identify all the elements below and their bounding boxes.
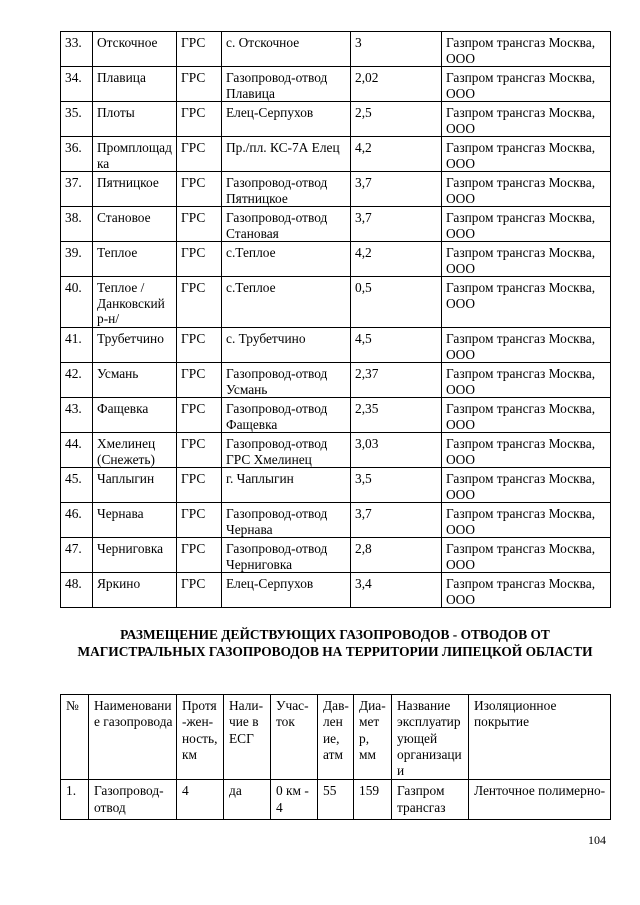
gas-source: Газопровод-отвод Плавица xyxy=(222,67,351,102)
station-type: ГРС xyxy=(177,573,222,608)
column-header: Диа-мет р, мм xyxy=(354,695,392,780)
operator: Газпром трансгаз Москва, ООО xyxy=(442,102,611,137)
column-header: Протя-жен-ность, км xyxy=(177,695,224,780)
row-number: 40. xyxy=(61,277,93,328)
column-header: Нали-чие в ЕСГ xyxy=(224,695,271,780)
row-number: 44. xyxy=(61,433,93,468)
station-name: Усмань xyxy=(93,363,177,398)
column-header: Дав-лен ие, атм xyxy=(318,695,354,780)
operator: Газпром трансгаз Москва, ООО xyxy=(442,363,611,398)
pipelines-table xyxy=(60,694,611,820)
distance: 0,5 xyxy=(351,277,442,328)
operator: Газпром трансгаз Москва, ООО xyxy=(442,137,611,172)
row-number: 33. xyxy=(61,32,93,67)
station-type: ГРС xyxy=(177,137,222,172)
station-type: ГРС xyxy=(177,398,222,433)
table-cell: Ленточное полимерно- xyxy=(469,780,611,820)
column-header: Учас-ток xyxy=(271,695,318,780)
distance: 3,03 xyxy=(351,433,442,468)
operator: Газпром трансгаз Москва, ООО xyxy=(442,32,611,67)
distance: 3,7 xyxy=(351,503,442,538)
distance: 3 xyxy=(351,32,442,67)
operator: Газпром трансгаз Москва, ООО xyxy=(442,468,611,503)
station-type: ГРС xyxy=(177,67,222,102)
gas-source: с.Теплое xyxy=(222,277,351,328)
operator: Газпром трансгаз Москва, ООО xyxy=(442,398,611,433)
row-number: 43. xyxy=(61,398,93,433)
station-name: Промплощадка xyxy=(93,137,177,172)
row-number: 46. xyxy=(61,503,93,538)
operator: Газпром трансгаз Москва, ООО xyxy=(442,538,611,573)
row-number: 47. xyxy=(61,538,93,573)
distance: 4,2 xyxy=(351,242,442,277)
distance: 2,8 xyxy=(351,538,442,573)
station-name: Пятницкое xyxy=(93,172,177,207)
station-name: Фащевка xyxy=(93,398,177,433)
distance: 3,7 xyxy=(351,172,442,207)
table-row xyxy=(61,207,611,242)
gas-source: с.Теплое xyxy=(222,242,351,277)
operator: Газпром трансгаз Москва, ООО xyxy=(442,277,611,328)
table-row xyxy=(61,573,611,608)
operator: Газпром трансгаз Москва, ООО xyxy=(442,67,611,102)
station-name: Становое xyxy=(93,207,177,242)
station-type: ГРС xyxy=(177,102,222,137)
row-number: 37. xyxy=(61,172,93,207)
table-cell: 0 км - 4 xyxy=(271,780,318,820)
station-type: ГРС xyxy=(177,328,222,363)
station-name: Хмелинец (Снежеть) xyxy=(93,433,177,468)
station-name: Чернава xyxy=(93,503,177,538)
station-type: ГРС xyxy=(177,207,222,242)
distance: 2,35 xyxy=(351,398,442,433)
distance: 4,2 xyxy=(351,137,442,172)
station-type: ГРС xyxy=(177,277,222,328)
table-cell: 4 xyxy=(177,780,224,820)
grs-table xyxy=(60,31,611,608)
table-row xyxy=(61,67,611,102)
station-name: Трубетчино xyxy=(93,328,177,363)
station-name: Черниговка xyxy=(93,538,177,573)
gas-source: Елец-Серпухов xyxy=(222,102,351,137)
table-row xyxy=(61,242,611,277)
table-cell: 1. xyxy=(61,780,89,820)
gas-source: Газопровод-отвод Фащевка xyxy=(222,398,351,433)
gas-source: г. Чаплыгин xyxy=(222,468,351,503)
operator: Газпром трансгаз Москва, ООО xyxy=(442,172,611,207)
column-header: № xyxy=(61,695,89,780)
distance: 2,5 xyxy=(351,102,442,137)
distance: 2,02 xyxy=(351,67,442,102)
station-name: Теплое /Данковский р-н/ xyxy=(93,277,177,328)
row-number: 38. xyxy=(61,207,93,242)
row-number: 36. xyxy=(61,137,93,172)
table-row xyxy=(61,503,611,538)
row-number: 48. xyxy=(61,573,93,608)
page-number: 104 xyxy=(588,833,606,847)
station-name: Плоты xyxy=(93,102,177,137)
distance: 3,4 xyxy=(351,573,442,608)
table-row xyxy=(61,468,611,503)
gas-source: Газопровод-отвод Чернава xyxy=(222,503,351,538)
station-type: ГРС xyxy=(177,503,222,538)
distance: 4,5 xyxy=(351,328,442,363)
gas-source: Газопровод-отвод Пятницкое xyxy=(222,172,351,207)
column-header: Изоляционное покрытие xyxy=(469,695,611,780)
table-row xyxy=(61,538,611,573)
station-type: ГРС xyxy=(177,468,222,503)
table-cell: 55 xyxy=(318,780,354,820)
operator: Газпром трансгаз Москва, ООО xyxy=(442,503,611,538)
row-number: 41. xyxy=(61,328,93,363)
station-name: Чаплыгин xyxy=(93,468,177,503)
table-cell: 159 xyxy=(354,780,392,820)
station-type: ГРС xyxy=(177,172,222,207)
row-number: 35. xyxy=(61,102,93,137)
gas-source: Газопровод-отвод Усмань xyxy=(222,363,351,398)
distance: 3,7 xyxy=(351,207,442,242)
header-row xyxy=(61,695,611,780)
station-name: Теплое xyxy=(93,242,177,277)
gas-source: с. Трубетчино xyxy=(222,328,351,363)
column-header: Название эксплуатирующей организации xyxy=(392,695,469,780)
row-number: 34. xyxy=(61,67,93,102)
station-type: ГРС xyxy=(177,433,222,468)
operator: Газпром трансгаз Москва, ООО xyxy=(442,207,611,242)
operator: Газпром трансгаз Москва, ООО xyxy=(442,573,611,608)
station-name: Отскочное xyxy=(93,32,177,67)
station-type: ГРС xyxy=(177,538,222,573)
table-row xyxy=(61,398,611,433)
gas-source: Газопровод-отвод Черниговка xyxy=(222,538,351,573)
table-row xyxy=(61,137,611,172)
table-row xyxy=(61,433,611,468)
operator: Газпром трансгаз Москва, ООО xyxy=(442,433,611,468)
station-name: Яркино xyxy=(93,573,177,608)
table-cell: Газпром трансгаз xyxy=(392,780,469,820)
table-row xyxy=(61,277,611,328)
gas-source: Пр./пл. КС-7А Елец xyxy=(222,137,351,172)
row-number: 45. xyxy=(61,468,93,503)
table-row xyxy=(61,172,611,207)
distance: 2,37 xyxy=(351,363,442,398)
table-row xyxy=(61,32,611,67)
station-type: ГРС xyxy=(177,242,222,277)
table-row xyxy=(61,363,611,398)
table-row xyxy=(61,780,611,820)
gas-source: Газопровод-отвод Становая xyxy=(222,207,351,242)
table-cell: да xyxy=(224,780,271,820)
row-number: 39. xyxy=(61,242,93,277)
table-row xyxy=(61,328,611,363)
gas-source: с. Отскочное xyxy=(222,32,351,67)
gas-source: Газопровод-отвод ГРС Хмелинец xyxy=(222,433,351,468)
column-header: Наименование газопровода xyxy=(89,695,177,780)
row-number: 42. xyxy=(61,363,93,398)
gas-source: Елец-Серпухов xyxy=(222,573,351,608)
distance: 3,5 xyxy=(351,468,442,503)
table-cell: Газопровод-отвод xyxy=(89,780,177,820)
station-type: ГРС xyxy=(177,32,222,67)
station-name: Плавица xyxy=(93,67,177,102)
operator: Газпром трансгаз Москва, ООО xyxy=(442,328,611,363)
table-row xyxy=(61,102,611,137)
station-type: ГРС xyxy=(177,363,222,398)
section-heading: РАЗМЕЩЕНИЕ ДЕЙСТВУЮЩИХ ГАЗОПРОВОДОВ - ОТВОДОВ ОТ МАГИСТРАЛЬНЫХ ГАЗОПРОВОДОВ НА ТЕРРИТОРИИ ЛИПЕЦКОЙ ОБЛАСТИ xyxy=(77,627,593,659)
operator: Газпром трансгаз Москва, ООО xyxy=(442,242,611,277)
